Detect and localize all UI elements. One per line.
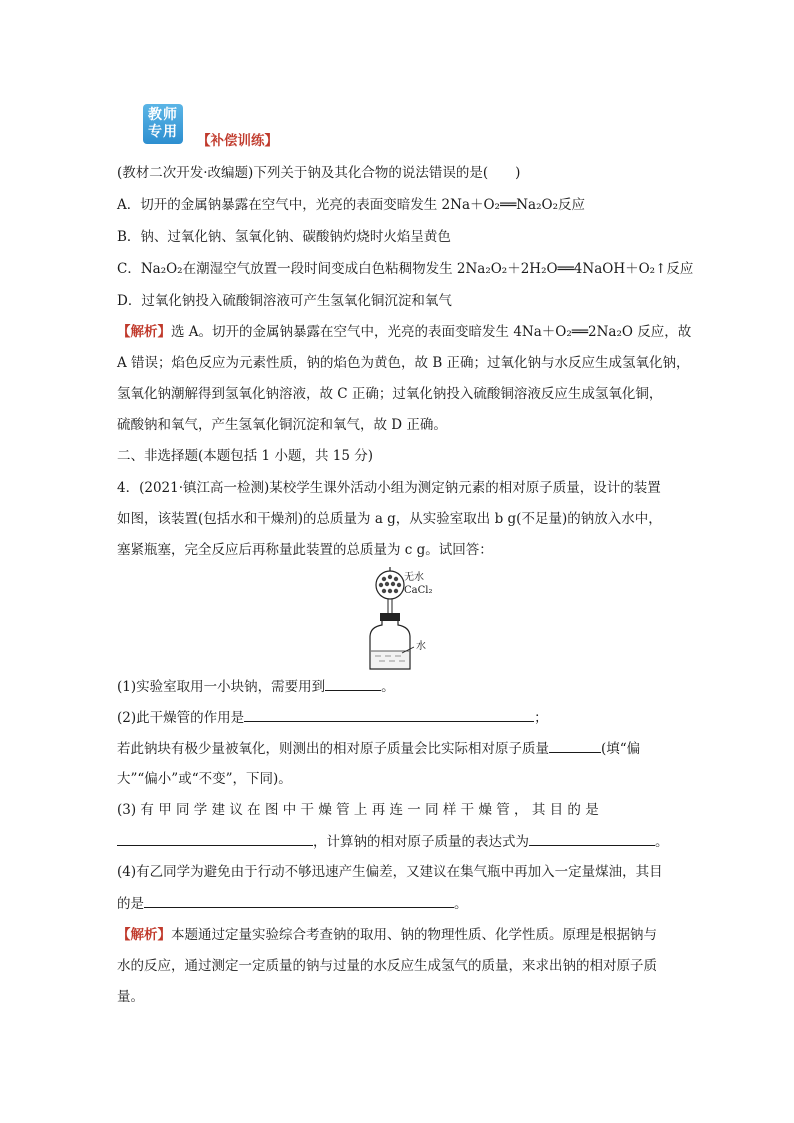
option-d: D．过氧化钠投入硫酸铜溶液可产生氢氧化铜沉淀和氧气	[117, 293, 452, 309]
answer-blank-4[interactable]	[117, 831, 313, 846]
answer-blank-2[interactable]	[244, 707, 534, 722]
analysis-1-line-3: 氢氧化钠潮解得到氢氧化钠溶液，故 C 正确；过氧化钠投入硫酸铜溶液反应生成氢氧化铜，	[117, 386, 663, 402]
sub-question-4-end: 。	[454, 896, 468, 912]
analysis-2-line-1	[117, 925, 657, 945]
sub-question-1	[117, 676, 395, 697]
answer-blank-1[interactable]	[325, 676, 381, 691]
option-a: A．切开的金属钠暴露在空气中，光亮的表面变暗发生 2Na＋O₂══Na₂O₂反应	[117, 197, 585, 213]
q4-line-1: 4．(2021·镇江高一检测)某校学生课外活动小组为测定钠元素的相对原子质量，设计的装置	[117, 480, 661, 496]
label-anhydrous: 无水	[404, 572, 424, 583]
sub-question-2-end: ；	[534, 710, 548, 726]
apparatus-figure	[360, 565, 470, 675]
analysis-text: 选 A。切开的金属钠暴露在空气中，光亮的表面变暗发生 4Na＋O₂══2Na₂O 反应，故	[171, 324, 692, 340]
sub-question-2b-line-2: 大”“偏小”或“不变”，下同)。	[117, 771, 292, 787]
sub-question-3-line-1: (3) 有 甲 同 学 建 议 在 图 中 干 燥 管 上 再 连 一 同 样 干 燥 管 ， 其 目 的 是	[117, 802, 599, 818]
analysis-1-line-2: A 错误；焰色反应为元素性质，钠的焰色为黄色，故 B 正确；过氧化钠与水反应生成氢氧化钠，	[117, 355, 690, 371]
analysis-2-line-2: 水的反应，通过测定一定质量的钠与过量的水反应生成氢气的质量，来求出钠的相对原子质	[117, 958, 657, 974]
q4-line-2: 如图，该装置(包括水和干燥剂)的总质量为 a g，从实验室取出 b g(不足量)的钠放入水中，	[117, 511, 662, 527]
analysis-2-text: 本题通过定量实验综合考查钠的取用、钠的物理性质、化学性质。原理是根据钠与	[171, 927, 657, 943]
sub-question-2b-line-1	[117, 738, 640, 759]
sub-question-1-end: 。	[381, 679, 395, 695]
part-2-heading: 二、非选择题(本题包括 1 小题，共 15 分)	[117, 448, 373, 464]
section-header: 【补偿训练】	[197, 133, 278, 149]
q4-line-3: 塞紧瓶塞，完全反应后再称量此装置的总质量为 c g。试回答：	[117, 542, 493, 558]
sub-question-3-end: 。	[655, 834, 669, 850]
sub-question-2b-text-2: (填“偏	[601, 741, 641, 757]
analysis-2-line-3: 量。	[117, 989, 144, 1005]
answer-blank-6[interactable]	[144, 893, 454, 908]
option-c: C．Na₂O₂在潮湿空气放置一段时间变成白色粘稠物发生 2Na₂O₂＋2H₂O══4NaOH＋O₂↑反应	[117, 261, 694, 277]
analysis-1-line-4: 硫酸钠和氧气，产生氢氧化铜沉淀和氧气，故 D 正确。	[117, 417, 447, 433]
sub-question-1-text: (1)实验室取用一小块钠，需要用到	[117, 679, 326, 695]
answer-blank-3[interactable]	[549, 738, 601, 753]
analysis-2-label: 【解析】	[117, 927, 171, 943]
sub-question-4-line-1: (4)有乙同学为避免由于行动不够迅速产生偏差，又建议在集气瓶中再加入一定量煤油，其目	[117, 864, 663, 880]
teacher-only-badge	[143, 104, 183, 144]
analysis-label: 【解析】	[117, 324, 171, 340]
option-b: B．钠、过氧化钠、氢氧化钠、碳酸钠灼烧时火焰呈黄色	[117, 229, 451, 245]
sub-question-3-line-2	[117, 831, 669, 852]
label-water: 水	[416, 641, 426, 652]
analysis-1-line-1	[117, 322, 691, 342]
sub-question-4-text: 的是	[117, 896, 144, 912]
label-cacl2: CaCl₂	[404, 585, 433, 596]
sub-question-2	[117, 707, 548, 728]
sub-question-2b-text: 若此钠块有极少量被氧化，则测出的相对原子质量会比实际相对原子质量	[117, 741, 549, 757]
question-stem: (教材二次开发·改编题)下列关于钠及其化合物的说法错误的是( )	[117, 165, 521, 181]
sub-question-2-text: (2)此干燥管的作用是	[117, 710, 245, 726]
sub-question-4-line-2	[117, 893, 468, 914]
apparatus-drawing	[360, 565, 470, 675]
badge-line-2: 专用	[148, 124, 178, 140]
answer-blank-5[interactable]	[529, 831, 655, 846]
badge-line-1: 教师	[148, 107, 178, 123]
sub-question-3-text: ，计算钠的相对原子质量的表达式为	[313, 834, 529, 850]
